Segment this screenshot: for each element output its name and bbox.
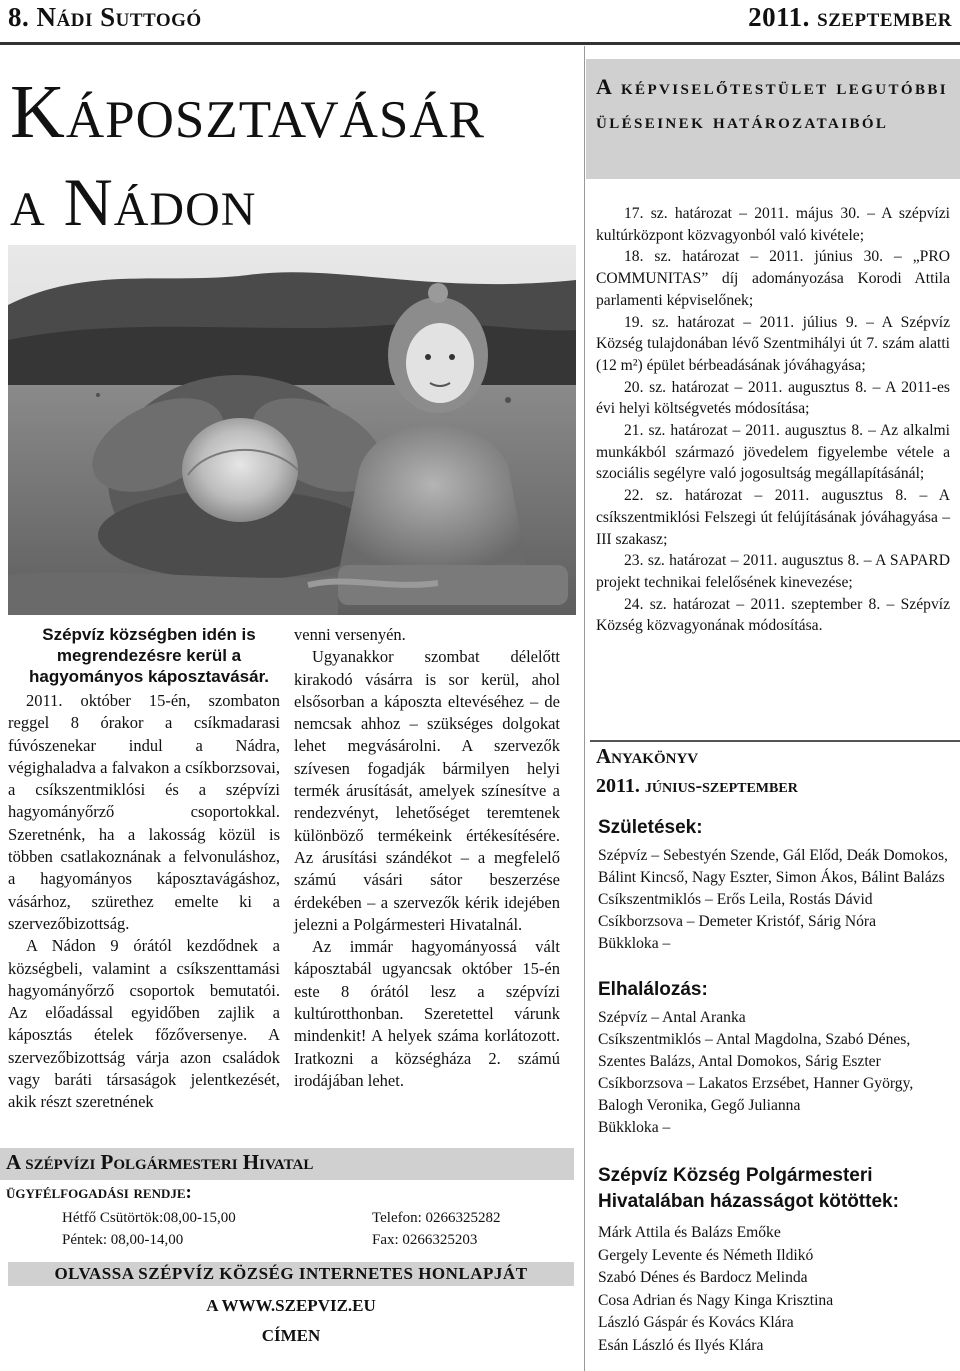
paragraph: venni versenyén. [294,625,406,644]
office-subtitle: ügyfélfogadási rendje: [6,1182,192,1203]
paragraph: Az immár hagyományossá vált káposztabál ugyancsak október 15-én este 8 órától lesz a szépvízi kultúrotthonban. Szeretettel várunk mindenkit! A helyek száma korlátozott. Iratkozni a községháza 2. számú irodájában lehet. [294,937,560,1090]
marriages-list [598,1222,948,1357]
article-lead: Szépvíz községben idén is megrendezésre kerül a hagyományos káposztavásár. [28,625,269,686]
resolution-item: 24. sz. határozat – 2011. szeptember 8. – Szépvíz Község közvagyonának módosítása. [596,595,950,635]
list-item: László Gáspár és Kovács Klára [598,1314,794,1331]
deaths-heading: Elhalálozás: [598,979,708,1000]
list-item: Gergely Levente és Németh Ildikó [598,1246,814,1264]
cabbage-child-photo-icon [8,245,576,615]
paragraph: Ugyanakkor szombat délelőtt kirakodó vásárra is sor kerül, ahol elsősorban a káposzta eltevéséhez – de nemcsak ahhoz – szükséges dolgokat lehet megvásárolni. A szervezők szívesen fogadják bármilyen helyi termék árusítását, amelyek színesítve a rendezvényt, lehetőséget teremtenek különböző termékeink értékesítésére. Az árusítási szándékot – a megfelelő számú vásári sátor beszerzése érdekében – a szervezők kérik idejében jelezni a Polgármesteri Hivatalnál. [294,647,560,934]
births-list [598,845,948,955]
website-notice-line3: CÍMEN [261,1326,321,1345]
article-title-line2: a Nádon [10,164,257,240]
registry-heading: Anyakönyv [596,744,699,768]
births-heading: Születések: [598,817,703,838]
list-item: Márk Attila és Balázs Emőke [598,1224,781,1241]
resolution-item: 18. sz. határozat – 2011. június 30. – „PRO COMMUNITAS” díj adományozása Korodi Attila parlamenti képviselőnek; [596,248,950,309]
list-item: Cosa Adrian és Nagy Kinga Krisztina [598,1291,834,1309]
column-divider [584,46,585,1371]
registry-period: 2011. június-szeptember [596,775,798,797]
paragraph: 2011. október 15-én, szombaton reggel 8 órakor a csíkmadarasi fúvószenekar indul a Nádra, végighaladva a falvakon a csíkborzsovai, a csíkszentmiklósi és a szépvízi hagyományőrző csoportokkal. Szeretnénk, ha a lakosság közül is többen csatlakoznának a felvonuláshoz, a hagyományos káposztavágáshoz, vásárhoz, szürethez emelte ki a szervezőbizottság. [8,691,280,933]
article-photo [8,245,576,615]
resolution-item: 21. sz. határozat – 2011. augusztus 8. – Az alkalmi munkákból származó jövedelem figyelembe vétele a szociális segélyre való jogosultság megállapításánál; [596,422,950,483]
resolution-item: 17. sz. határozat – 2011. május 30. – A szépvízi kultúrközpont közvagyonból való kivétele; [596,205,950,244]
resolution-item: 22. sz. határozat – 2011. augusztus 8. – A csíkszentmiklósi Felszegi út felújításának jóváhagyása – III szakasz; [596,487,950,548]
council-heading: A képviselőtestület legutóbbi üléseinek határozataiból [596,74,949,133]
list-item: Csíkborzsova – Lakatos Erzsébet, Hanner György, Balogh Veronika, Gegő Julianna [598,1075,914,1114]
issue-date: 2011. szeptember [748,2,952,32]
office-phone: Telefon: 0266325282 [372,1210,501,1226]
list-item: Esán László és Ilyés Klára [598,1336,764,1354]
header-rule [0,42,960,45]
page-number-section: 8. Nádi Suttogó [8,2,202,32]
resolution-item: 19. sz. határozat – 2011. július 9. – A Szépvíz Község tulajdonában lévő Szentmihályi út 7. szám alatti (12 m²) épület bérbeadásának jóváhagyása; [596,313,950,374]
list-item: Szépvíz – Antal Aranka [598,1009,746,1026]
article-column-2 [294,624,560,1092]
section-rule [590,740,960,742]
resolution-item: 20. sz. határozat – 2011. augusztus 8. – A 2011-es évi helyi költségvetés módosítása; [596,378,950,418]
website-url[interactable]: A WWW.SZEPVIZ.EU [206,1296,376,1315]
office-title: A szépvízi Polgármesteri Hivatal [6,1150,314,1174]
deaths-list [598,1007,948,1139]
list-item: Bükkloka – [598,935,671,952]
marriages-heading: Szépvíz Község Polgármesteri Hivatalában házasságot kötöttek: [598,1165,899,1212]
website-notice-line1: OLVASSA SZÉPVÍZ KÖZSÉG INTERNETES HONLAPJÁT [54,1264,528,1283]
article-title-line1: Káposztavásár [10,70,485,154]
list-item: Csíkszentmiklós – Erős Leila, Rostás Dávid [598,891,873,908]
list-item: Szabó Dénes és Bardocz Melinda [598,1269,808,1286]
office-fax: Fax: 0266325203 [372,1232,478,1248]
office-hours-weekdays: Hétfő Csütörtök:08,00-15,00 [62,1210,236,1226]
list-item: Csíkszentmiklós – Antal Magdolna, Szabó Dénes, Szentes Balázs, Antal Domokos, Sárig Eszter [598,1031,911,1070]
list-item: Bükkloka – [598,1119,671,1136]
office-hours-friday: Péntek: 08,00-14,00 [62,1232,184,1248]
resolution-item: 23. sz. határozat – 2011. augusztus 8. – A SAPARD projekt technikai felelősének kinevezése; [596,552,950,591]
list-item: Szépvíz – Sebestyén Szende, Gál Előd, Deák Domokos, Bálint Kincső, Nagy Eszter, Simon Ákos, Bálint Balázs [598,847,948,886]
article-column-1 [8,690,280,1114]
list-item: Csíkborzsova – Demeter Kristóf, Sárig Nóra [598,913,877,930]
paragraph: A Nádon 9 órától kezdődnek a községbeli, valamint a csíkszenttamási hagyományőrző csoportok bemutatói. Az előadással egyidőben zajlik a káposztás ételek főzőversenye. A szervezőbizottság várja azon családok vagy baráti társaságok jelentkezését, akik részt szeretnének [8,936,280,1112]
council-resolutions [596,203,950,637]
